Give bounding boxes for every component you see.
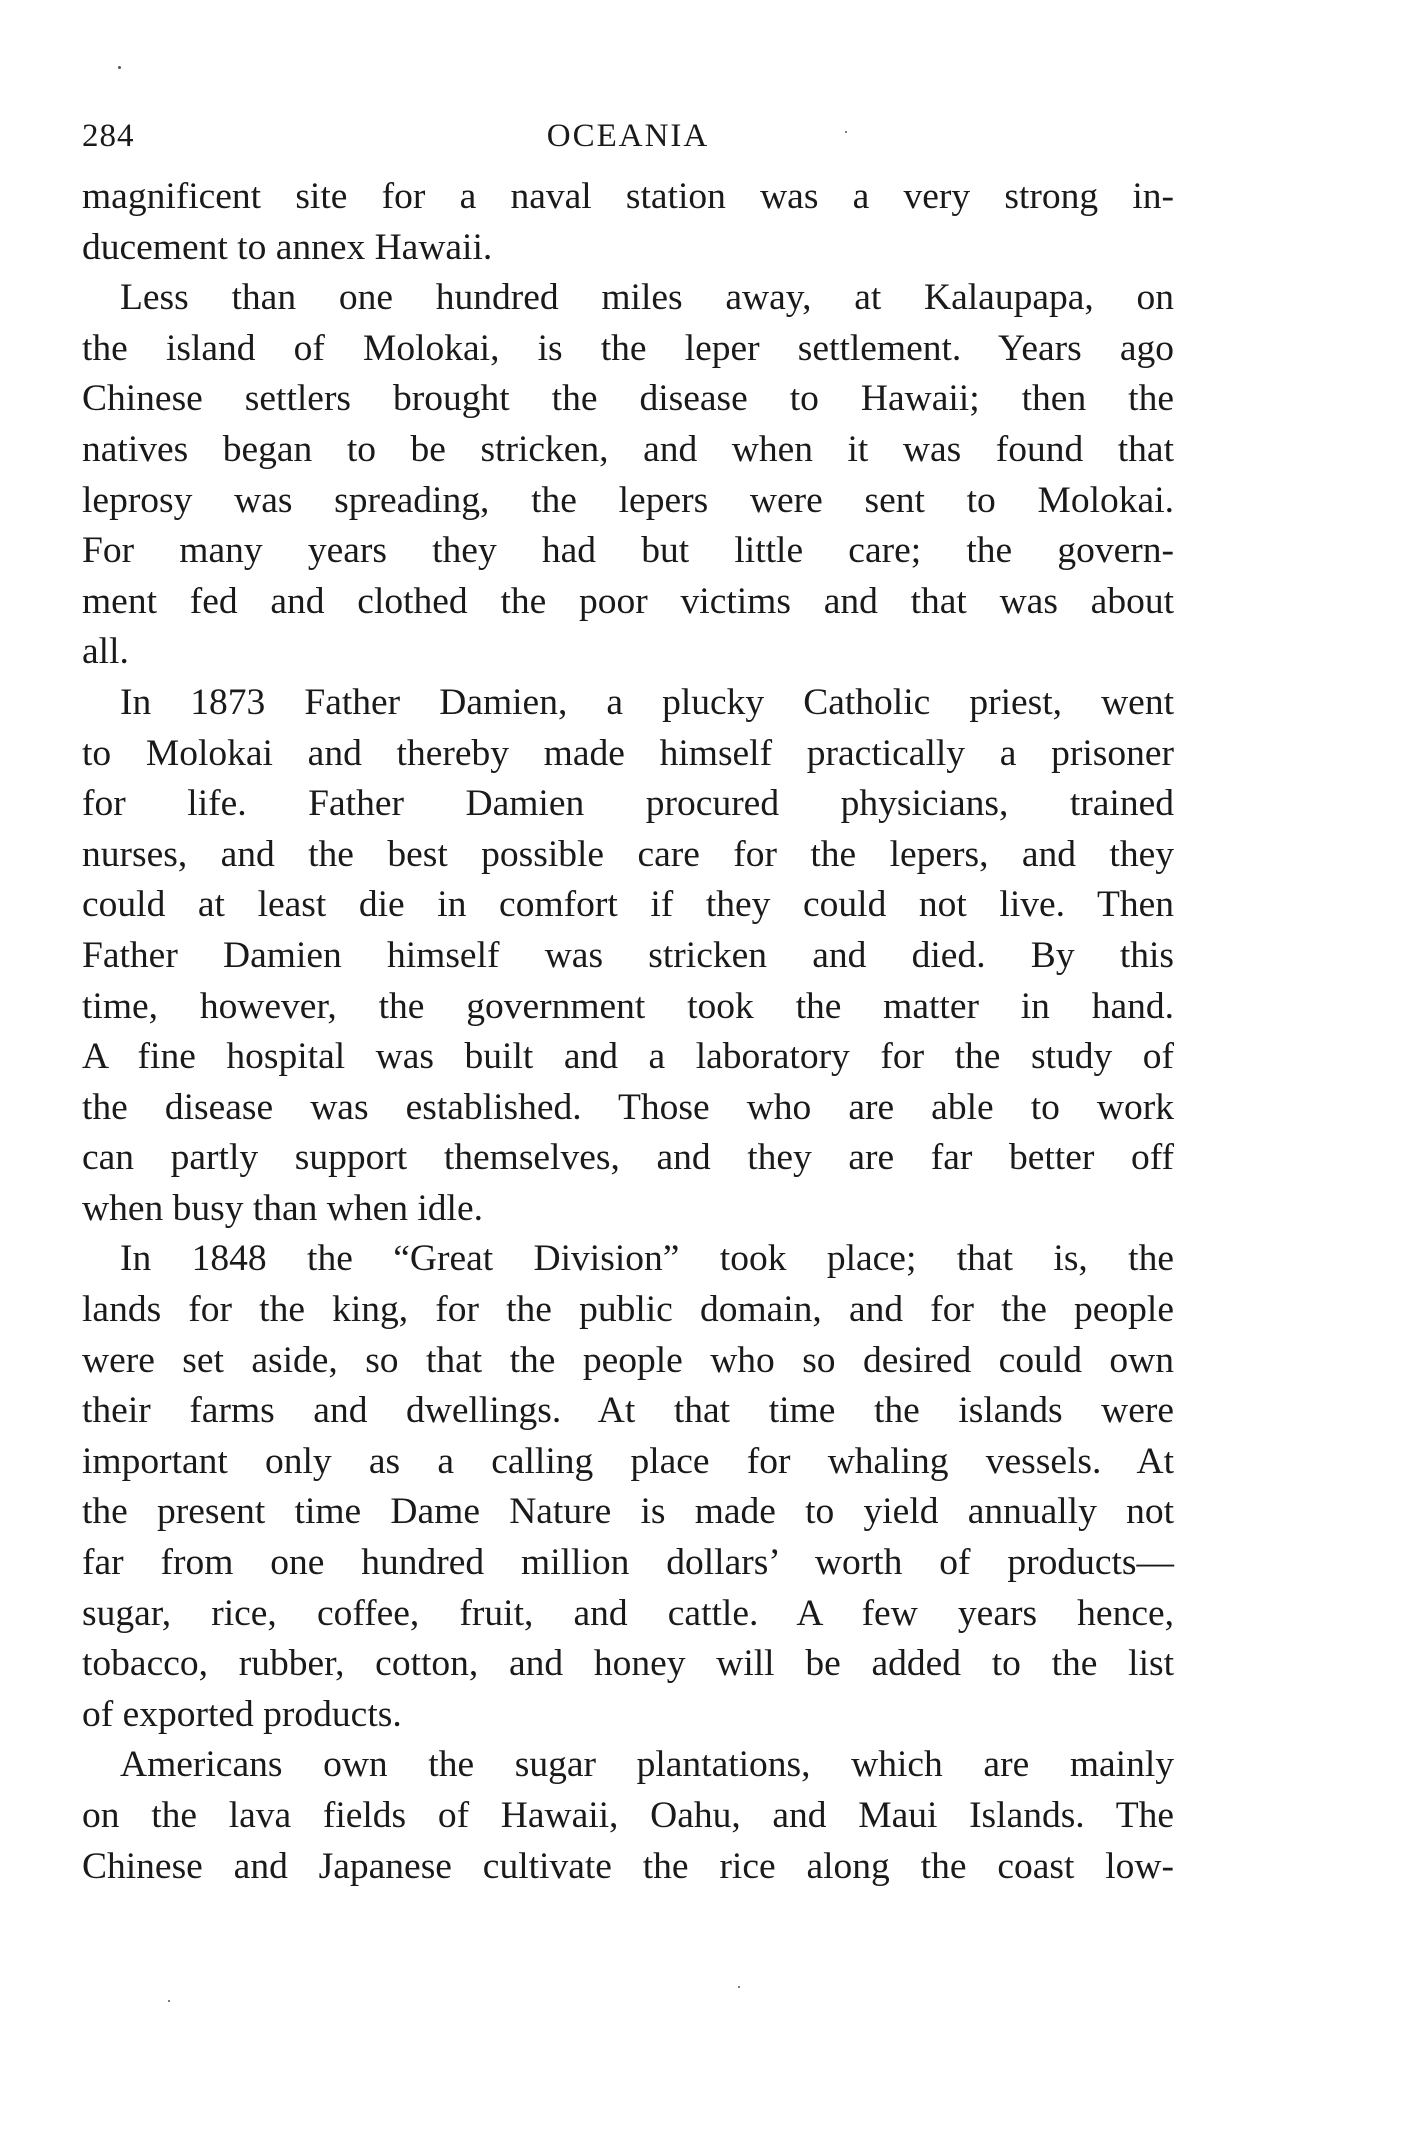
text-line: For many years they had but little care; the govern- bbox=[82, 530, 1174, 572]
text-line: time, however, the government took the matter in hand. bbox=[82, 985, 1174, 1027]
text-line: Father Damien himself was stricken and died. By this bbox=[82, 934, 1174, 976]
text-line: Chinese settlers brought the disease to Hawaii; then the bbox=[82, 378, 1174, 420]
text-line: of exported products. bbox=[82, 1693, 402, 1735]
scan-speck bbox=[168, 2000, 170, 2002]
scan-speck bbox=[738, 1986, 740, 1988]
text-line: the disease was established. Those who are able to work bbox=[82, 1086, 1174, 1128]
text-line: the island of Molokai, is the leper settlement. Years ago bbox=[82, 327, 1174, 369]
running-title: OCEANIA bbox=[546, 118, 710, 154]
text-line: Less than one hundred miles away, at Kalaupapa, on bbox=[120, 277, 1174, 319]
text-line: could at least die in comfort if they could not live. Then bbox=[82, 884, 1174, 926]
text-line: all. bbox=[82, 631, 129, 673]
text-line: Americans own the sugar plantations, which are mainly bbox=[120, 1744, 1174, 1786]
text-line: A fine hospital was built and a laboratory for the study of bbox=[82, 1036, 1174, 1078]
text-line: leprosy was spreading, the lepers were sent to Molokai. bbox=[82, 479, 1174, 521]
text-line: lands for the king, for the public domain, and for the people bbox=[82, 1289, 1174, 1331]
text-line: can partly support themselves, and they are far better off bbox=[82, 1137, 1174, 1179]
text-line: ducement to annex Hawaii. bbox=[82, 226, 493, 268]
text-line: tobacco, rubber, cotton, and honey will be added to the list bbox=[82, 1643, 1174, 1685]
text-line: far from one hundred million dollars’ worth of products— bbox=[82, 1542, 1174, 1584]
text-line: In 1848 the “Great Division” took place; that is, the bbox=[120, 1238, 1174, 1280]
running-head bbox=[82, 118, 1174, 172]
text-line: sugar, rice, coffee, fruit, and cattle. A few years hence, bbox=[82, 1592, 1174, 1634]
text-line: to Molokai and thereby made himself practically a prisoner bbox=[82, 732, 1174, 774]
text-line: on the lava fields of Hawaii, Oahu, and Maui Islands. The bbox=[82, 1795, 1174, 1836]
text-line: important only as a calling place for whaling vessels. At bbox=[82, 1440, 1174, 1482]
text-line: magnificent site for a naval station was a very strong in- bbox=[82, 176, 1174, 217]
text-line: ment fed and clothed the poor victims and that was about bbox=[82, 580, 1174, 622]
text-line: the present time Dame Nature is made to yield annually not bbox=[82, 1491, 1174, 1533]
text-line: when busy than when idle. bbox=[82, 1187, 483, 1229]
book-page bbox=[82, 118, 1174, 1892]
body-text bbox=[82, 172, 1174, 1892]
scan-speck bbox=[118, 66, 121, 69]
text-line: nurses, and the best possible care for the lepers, and they bbox=[82, 833, 1174, 875]
text-line: their farms and dwellings. At that time the islands were bbox=[82, 1390, 1174, 1432]
text-line: for life. Father Damien procured physicians, trained bbox=[82, 783, 1174, 825]
text-line: natives began to be stricken, and when it was found that bbox=[82, 428, 1174, 470]
page-number: 284 bbox=[82, 118, 135, 154]
text-line: Chinese and Japanese cultivate the rice along the coast low- bbox=[82, 1845, 1174, 1887]
text-line: were set aside, so that the people who so desired could own bbox=[82, 1339, 1174, 1381]
scan-speck bbox=[845, 131, 847, 133]
text-line: In 1873 Father Damien, a plucky Catholic priest, went bbox=[120, 681, 1174, 723]
